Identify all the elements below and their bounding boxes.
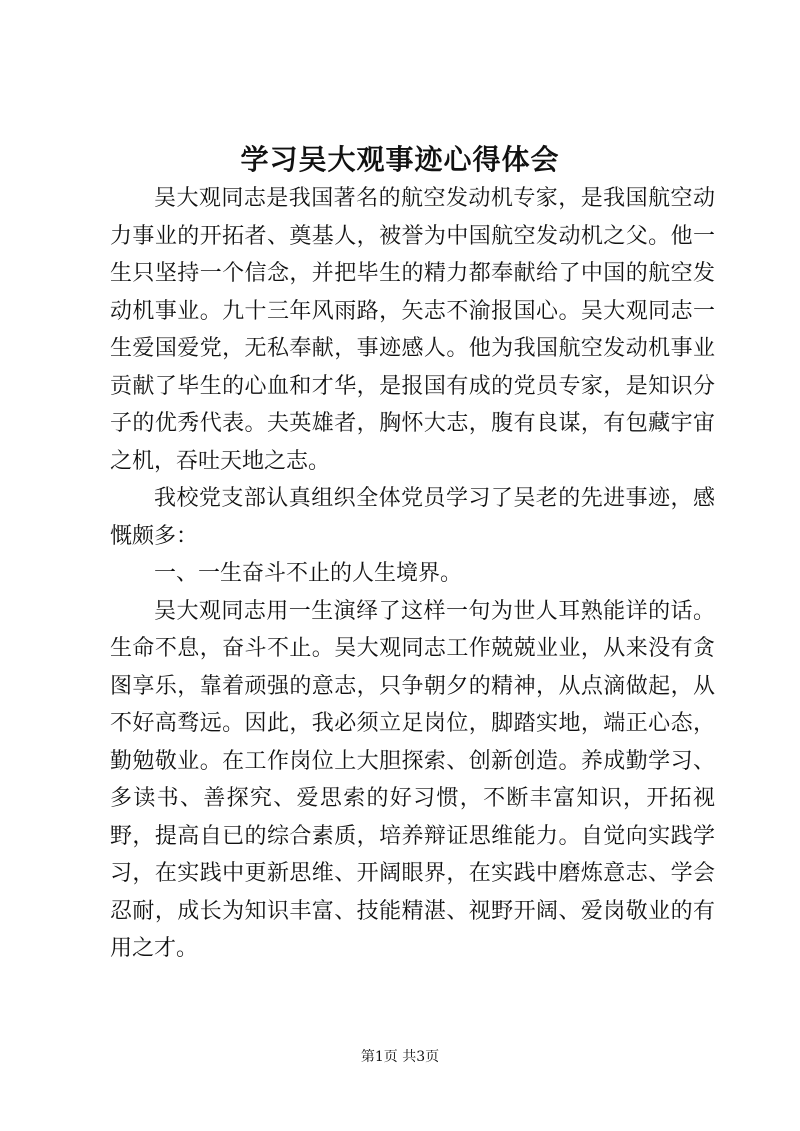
paragraph-1: 吴大观同志是我国著名的航空发动机专家，是我国航空动力事业的开拓者、奠基人，被誉为中国航空发动机之父。他一生只坚持一个信念，并把毕生的精力都奉献给了中国的航空发动机事业。九十三年风雨路，矢志不渝报国心。吴大观同志一生爱国爱党，无私奉献，事迹感人。他为我国航空发动机事业贡献了毕生的心血和才华，是报国有成的党员专家，是知识分子的优秀代表。夫英雄者，胸怀大志，腹有良谋，有包藏宇宙之机，吞吐天地之志。 xyxy=(110,186,715,474)
paragraph-2: 我校党支部认真组织全体党员学习了吴老的先进事迹，感慨颇多： xyxy=(110,486,715,549)
document-body xyxy=(110,180,715,968)
paragraph-3-heading: 一、一生奋斗不止的人生境界。 xyxy=(154,561,463,586)
page-footer: 第1页 共3页 xyxy=(360,1049,440,1065)
paragraph-4: 吴大观同志用一生演绎了这样一句为世人耳熟能详的话。生命不息，奋斗不止。吴大观同志工作兢兢业业，从来没有贪图享乐，靠着顽强的意志，只争朝夕的精神，从点滴做起，从不好高骛远。因此，我必须立足岗位，脚踏实地，端正心态，勤勉敬业。在工作岗位上大胆探索、创新创造。养成勤学习、多读书、善探究、爱思索的好习惯，不断丰富知识，开拓视野，提高自已的综合素质，培养辩证思维能力。自觉向实践学习，在实践中更新思维、开阔眼界，在实践中磨炼意志、学会忍耐，成长为知识丰富、技能精湛、视野开阔、爱岗敬业的有用之才。 xyxy=(110,598,715,961)
document-title: 学习吴大观事迹心得体会 xyxy=(240,143,560,176)
